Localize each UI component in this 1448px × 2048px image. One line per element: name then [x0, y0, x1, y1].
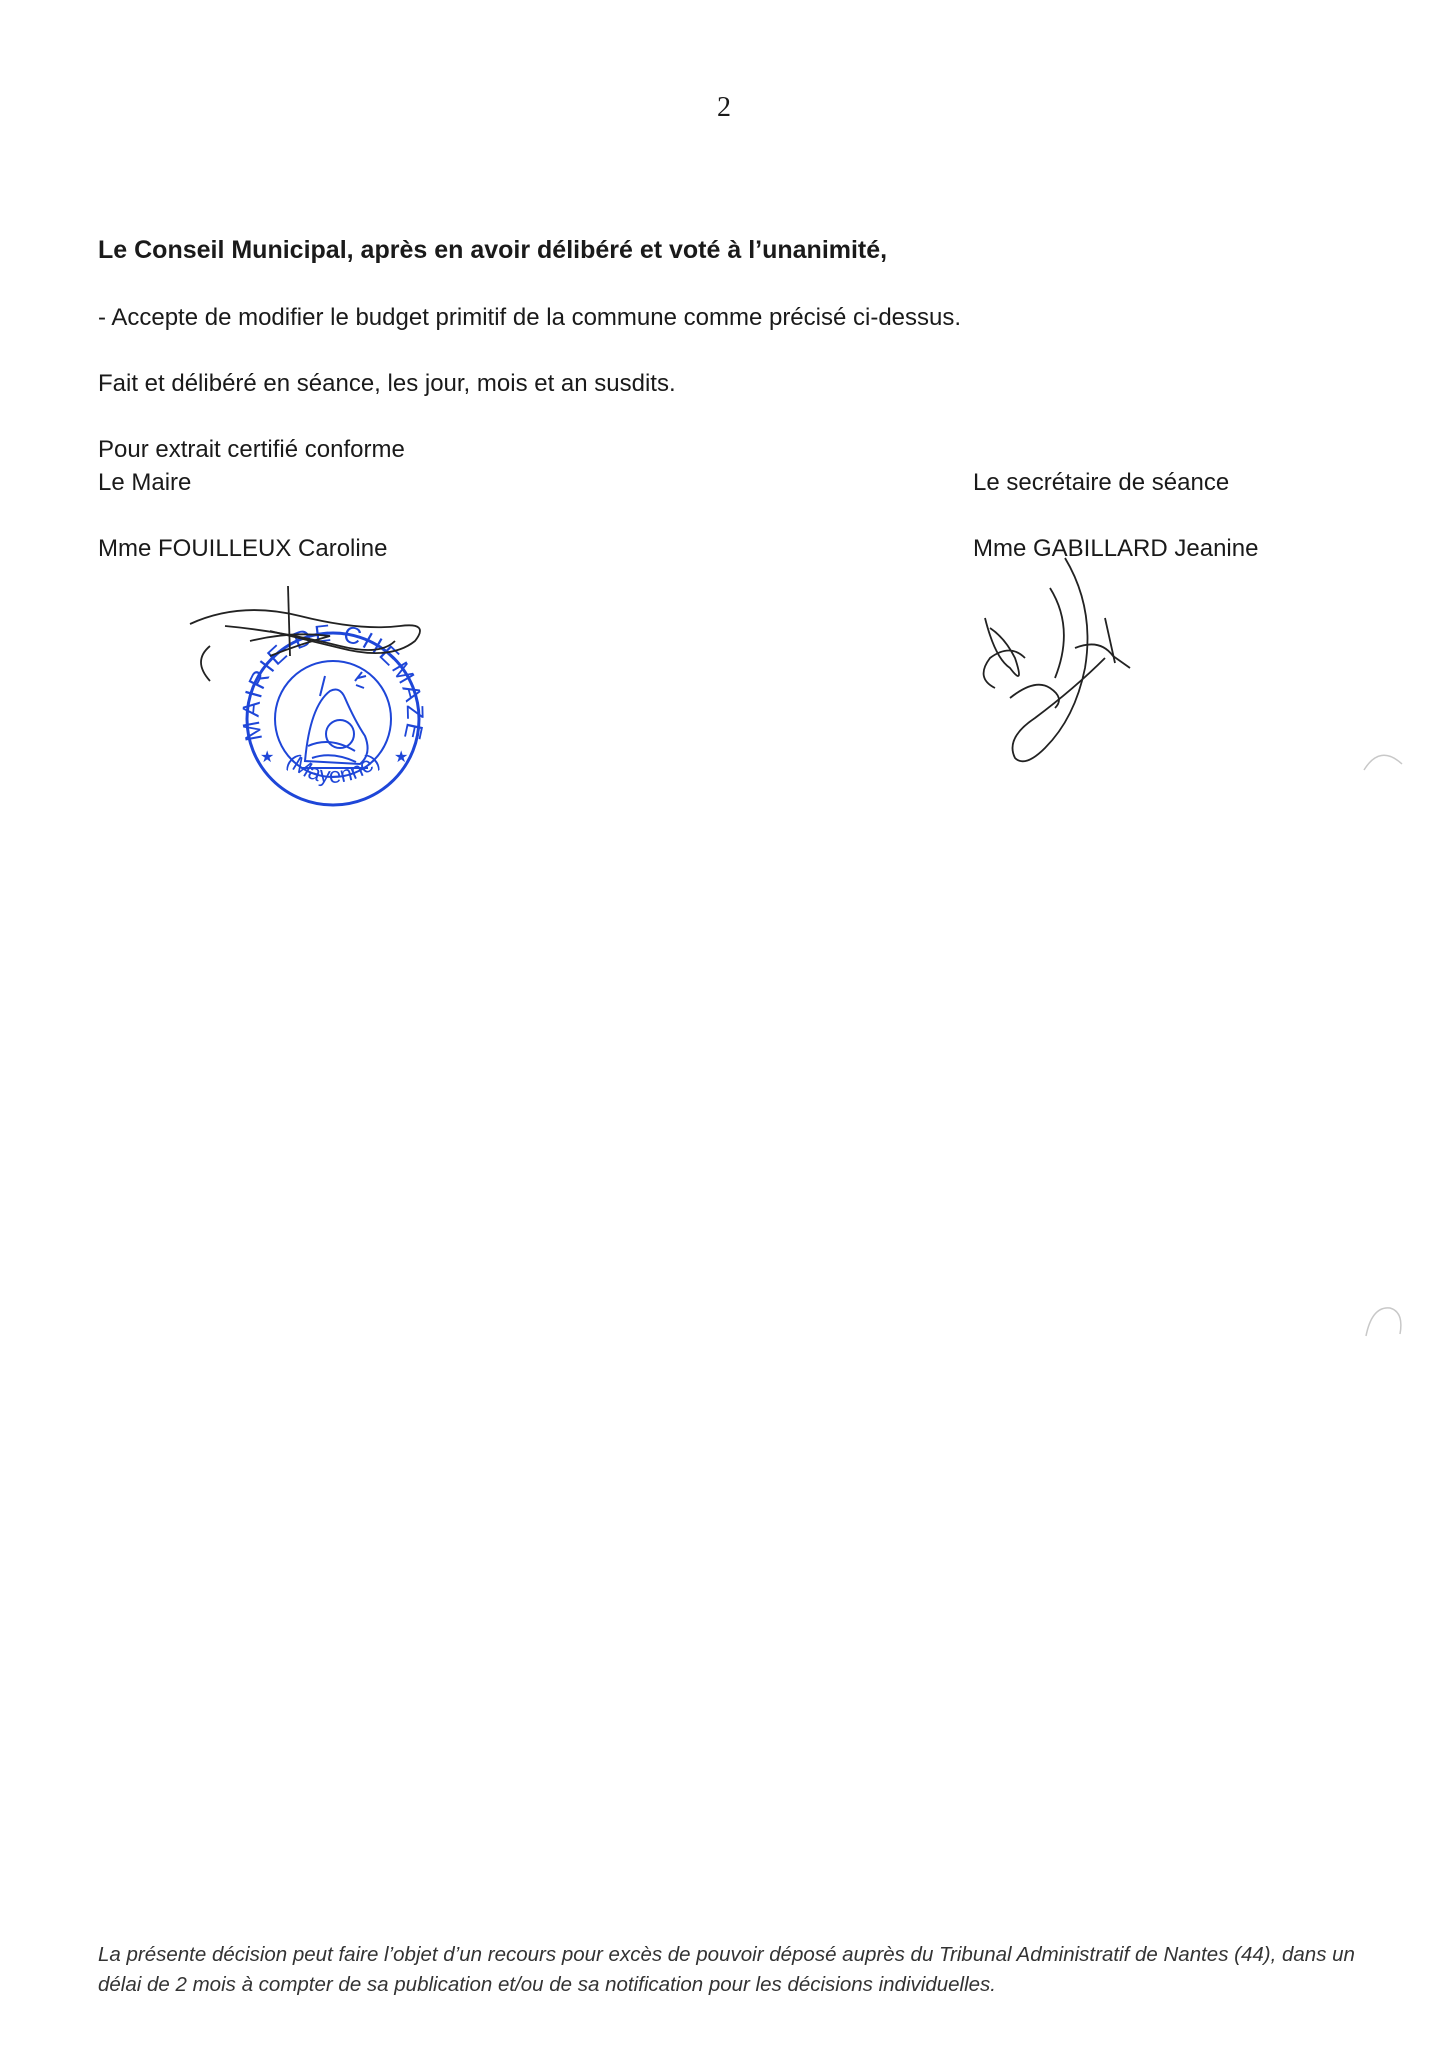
mayor-name: Mme FOUILLEUX Caroline	[98, 535, 388, 562]
secretary-title: Le secrétaire de séance	[973, 469, 1230, 496]
decision-text: - Accepte de modifier le budget primitif de la commune comme précisé ci-dessus.	[98, 304, 962, 331]
secretary-signature	[955, 548, 1155, 778]
mayor-title: Le Maire	[98, 469, 192, 496]
svg-text:★: ★	[260, 749, 275, 766]
secretary-name: Mme GABILLARD Jeanine	[973, 535, 1259, 562]
certification-text: Pour extrait certifié conforme	[98, 436, 405, 463]
margin-mark	[1360, 746, 1408, 776]
mayor-signature-stamp	[180, 586, 450, 816]
marianne-emblem-icon	[305, 672, 368, 764]
svg-text:★: ★	[394, 749, 409, 766]
closing-text: Fait et délibéré en séance, les jour, mois et an susdits.	[98, 370, 676, 397]
official-stamp	[238, 620, 429, 805]
legal-notice: La présente décision peut faire l’objet d’un recours pour excès de pouvoir déposé auprès du Tribunal Administratif de Nantes (44), dans un délai de 2 mois à compter de sa publication et/ou de sa notification pour les décisions individuelles.	[98, 1943, 1355, 1996]
stamp-top-text: MAIRIE DE CHEMAZE	[237, 619, 429, 744]
stamp-bottom-text: (Mayenne)	[282, 748, 384, 788]
page-number: 2	[717, 92, 731, 123]
margin-mark	[1360, 1300, 1408, 1340]
council-heading: Le Conseil Municipal, après en avoir délibéré et voté à l’unanimité,	[98, 236, 888, 264]
